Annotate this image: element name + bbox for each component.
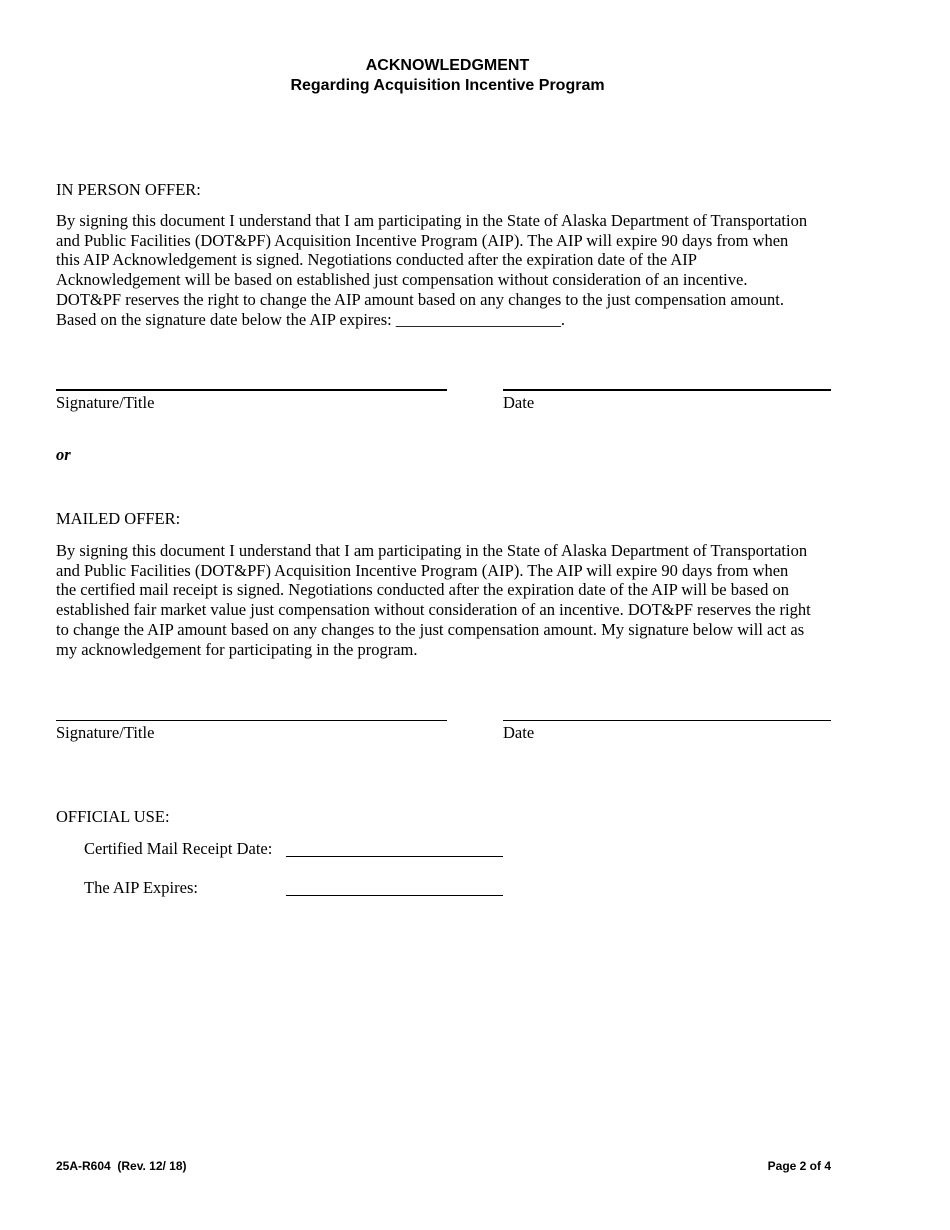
- paragraph-line: Acknowledgement will be based on established just compensation without consideration of an incentive.: [56, 270, 748, 290]
- in-person-signature-label: Signature/Title: [56, 393, 155, 412]
- paragraph-line: Based on the signature date below the AIP expires: ____________________.: [56, 309, 565, 329]
- mailed-heading: MAILED OFFER:: [56, 509, 181, 528]
- mailed-date-label: Date: [503, 723, 535, 742]
- document-subtitle: Regarding Acquisition Incentive Program: [290, 77, 605, 94]
- paragraph-line: and Public Facilities (DOT&PF) Acquisition Incentive Program (AIP). The AIP will expire 90 days from when: [56, 560, 789, 580]
- mailed-date-line[interactable]: [503, 720, 831, 721]
- document-title: ACKNOWLEDGMENT: [365, 57, 530, 74]
- in-person-heading: IN PERSON OFFER:: [56, 180, 201, 199]
- in-person-date-line[interactable]: [503, 389, 831, 391]
- paragraph-line: By signing this document I understand that I am participating in the State of Alaska Department of Transportation: [56, 211, 808, 230]
- page-number: Page 2 of 4: [767, 1159, 831, 1173]
- paragraph-line: and Public Facilities (DOT&PF) Acquisition Incentive Program (AIP). The AIP will expire 90 days from when: [56, 230, 789, 250]
- mailed-paragraph: [56, 541, 856, 659]
- in-person-paragraph: [56, 211, 856, 329]
- paragraph-line: By signing this document I understand that I am participating in the State of Alaska Department of Transportation: [56, 541, 808, 560]
- paragraph-line: DOT&PF reserves the right to change the AIP amount based on any changes to the just compensation amount.: [56, 289, 784, 309]
- paragraph-line: the certified mail receipt is signed. Negotiations conducted after the expiration date of the AIP will be based on: [56, 580, 789, 600]
- form-number: 25A-R604 (Rev. 12/ 18): [56, 1159, 187, 1173]
- aip-expires-line[interactable]: [286, 895, 503, 896]
- mailed-signature-label: Signature/Title: [56, 723, 155, 742]
- mailed-signature-line[interactable]: [56, 720, 447, 721]
- paragraph-line: to change the AIP amount based on any changes to the just compensation amount. My signature below will act as: [56, 619, 805, 639]
- or-separator: or: [56, 445, 71, 464]
- official-use-heading: OFFICIAL USE:: [56, 807, 170, 826]
- paragraph-line: this AIP Acknowledgement is signed. Negotiations conducted after the expiration date of the AIP: [56, 250, 697, 270]
- in-person-date-label: Date: [503, 393, 535, 412]
- in-person-signature-line[interactable]: [56, 389, 447, 391]
- receipt-date-label: Certified Mail Receipt Date:: [84, 839, 273, 858]
- aip-expires-label: The AIP Expires:: [84, 878, 198, 897]
- paragraph-line: my acknowledgement for participating in the program.: [56, 639, 418, 659]
- receipt-date-line[interactable]: [286, 856, 503, 857]
- paragraph-line: established fair market value just compensation without consideration of an incentive. DOT&PF reserves the right: [56, 600, 811, 620]
